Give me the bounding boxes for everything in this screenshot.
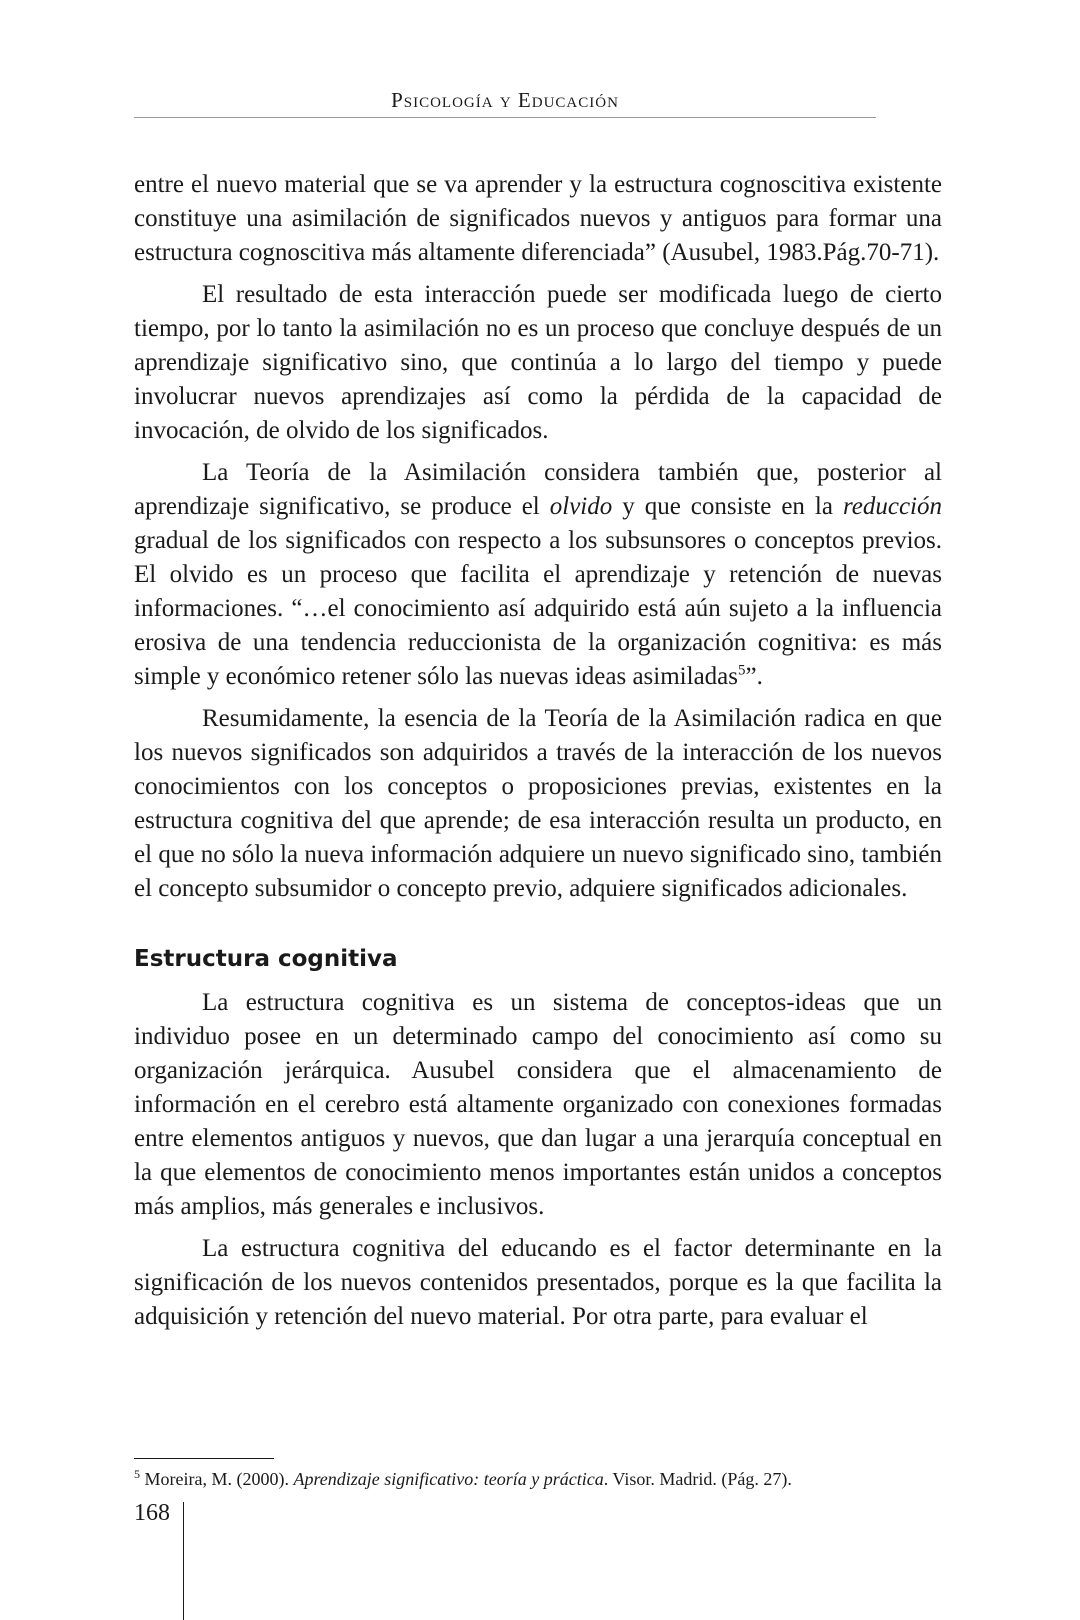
page-number: 168 <box>134 1500 170 1526</box>
paragraph-3-text-b: y que consiste en la <box>612 493 843 520</box>
paragraph-3-text-d: ”. <box>745 663 763 690</box>
footnote <box>134 1466 942 1492</box>
running-header: Psicología y Educación <box>391 88 619 112</box>
paragraph-2: El resultado de esta interacción puede ser modificada luego de cierto tiempo, por lo tanto la asimilación no es un proceso que concluye después de un aprendizaje significativo sino, que continúa a lo largo del tiempo y puede involucrar nuevos aprendizajes así como la pérdida de la capacidad de invocación, de olvido de los significados. <box>134 281 942 444</box>
paragraph-6: La estructura cognitiva del educando es el factor determinante en la significación de los nuevos contenidos presentados, porque es la que facilita la adquisición y retención del nuevo material. Por otra parte, para evaluar el <box>134 1235 942 1330</box>
paragraph-5: La estructura cognitiva es un sistema de conceptos-ideas que un individuo posee en un determinado campo del conocimiento así como su organización jerárquica. Ausubel considera que el almacenamiento de información en el cerebro está altamente organizado con conexiones formadas entre elementos antiguos y nuevos, que dan lugar a una jerarquía conceptual en la que elementos de conocimiento menos importantes están unidos a conceptos más amplios, más generales e inclusivos. <box>134 989 942 1220</box>
footnote-author: Moreira, M. (2000). <box>144 1469 294 1489</box>
margin-rule <box>183 1502 184 1620</box>
footnote-reference: 5 <box>738 662 746 679</box>
emphasis-reduccion: reducción <box>842 493 942 520</box>
emphasis-olvido: olvido <box>549 493 613 520</box>
footnote-rule <box>134 1458 274 1459</box>
paragraph-3-text-a: La Teoría de la Asimilación considera también que, posterior al aprendizaje significativo, se produce el <box>134 459 942 520</box>
paragraph-3 <box>134 456 942 694</box>
paragraph-3-text-c: gradual de los significados con respecto a los subsunsores o conceptos previos. El olvido es un proceso que facilita el aprendizaje y retención de nuevas informaciones. “…el conocimiento así adquirido está aún sujeto a la influencia erosiva de una tendencia reduccionista de la organización cognitiva: es más simple y económico retener sólo las nuevas ideas asimiladas <box>134 527 942 690</box>
paragraph-4: Resumidamente, la esencia de la Teoría de la Asimilación radica en que los nuevos significados son adquiridos a través de la interacción de los nuevos conocimientos con los conceptos o proposiciones previas, existentes en la estructura cognitiva del que aprende; de esa interacción resulta un producto, en el que no sólo la nueva información adquiere un nuevo significado sino, también el concepto subsumidor o concepto previo, adquiere significados adicionales. <box>134 705 942 902</box>
section-heading: Estructura cognitiva <box>134 946 398 972</box>
paragraph-1: entre el nuevo material que se va aprender y la estructura cognoscitiva existente constituye una asimilación de significados nuevos y antiguos para formar una estructura cognoscitiva más altamente diferenciada” (Ausubel, 1983.Pág.70-71). <box>134 171 942 266</box>
footnote-title: Aprendizaje significativo: teoría y práctica <box>293 1469 604 1489</box>
footnote-rest: . Visor. Madrid. (Pág. 27). <box>603 1469 792 1489</box>
body-text <box>134 168 942 1342</box>
header-rule <box>134 117 876 118</box>
footnote-number: 5 <box>134 1467 140 1481</box>
